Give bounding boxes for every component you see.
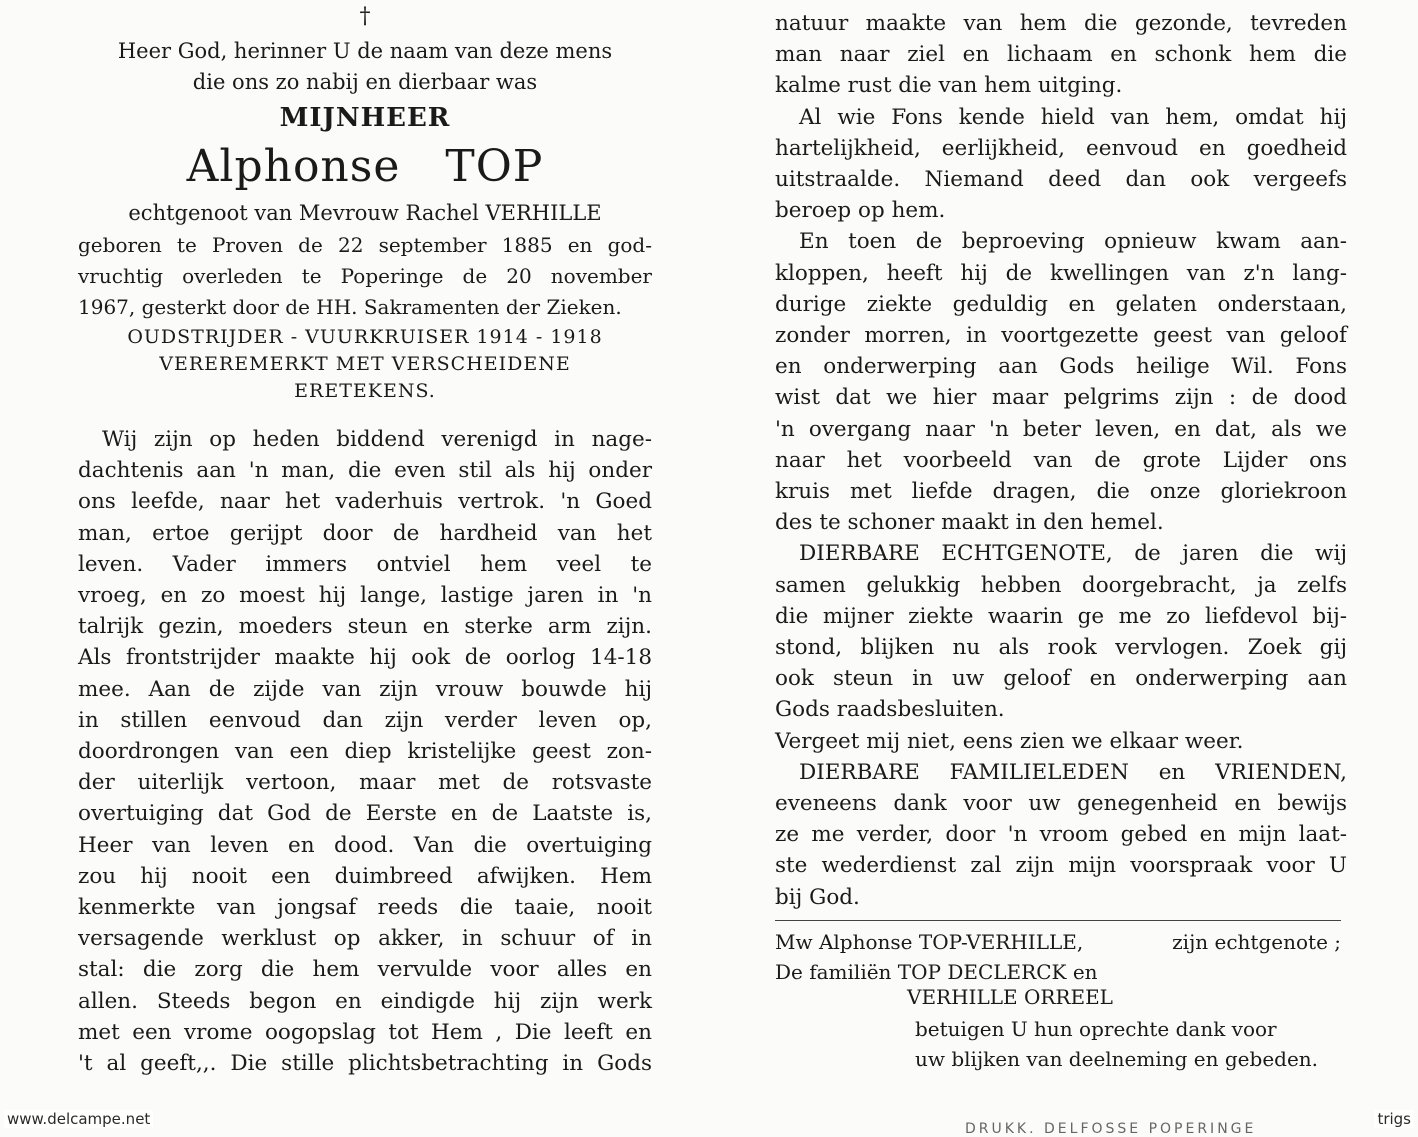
text-line: doordrongen van een diep kristelijke geest zon- bbox=[78, 739, 652, 765]
thanks-line-2: uw blijken van deelneming en gebeden. bbox=[915, 1047, 1319, 1071]
family-role: zijn echtgenote ; bbox=[1172, 930, 1341, 954]
honors-line: OUDSTRIJDER - VUURKRUISER 1914 - 1918 bbox=[127, 326, 603, 348]
bio-block bbox=[78, 230, 652, 323]
cross-icon: † bbox=[359, 4, 371, 29]
invocation-line-2: die ons zo nabij en dierbaar was bbox=[192, 70, 538, 94]
text-line: des te schoner maakt in den hemel. bbox=[775, 510, 1164, 536]
text-line: DIERBARE ECHTGENOTE, de jaren die wij bbox=[799, 541, 1347, 567]
text-line: Heer van leven en dood. Van die overtuiging bbox=[78, 832, 652, 858]
text-line: Gods raadsbesluiten. bbox=[775, 697, 1005, 723]
honorific-title: MIJNHEER bbox=[279, 103, 451, 133]
text-line: versagende werklust op akker, in schuur of in bbox=[78, 926, 652, 952]
printer-imprint: DRUKK. DELFOSSE POPERINGE bbox=[965, 1121, 1257, 1137]
divider bbox=[775, 920, 1341, 921]
text-line: zou hij nooit een duimbreed afwijken. Hem bbox=[78, 863, 652, 889]
bio-line: geboren te Proven de 22 september 1885 en god- bbox=[78, 233, 652, 257]
text-line: allen. Steeds begon en eindigde hij zijn werk bbox=[78, 988, 652, 1014]
text-line: stond, blijken nu als rook vervlogen. Zoek gij bbox=[775, 635, 1347, 661]
text-line: overtuiging dat God de Eerste en de Laatste is, bbox=[78, 801, 652, 827]
family-line-2: De familiën TOP DECLERCK en bbox=[775, 960, 1098, 984]
family-line-1: Mw Alphonse TOP-VERHILLE, bbox=[775, 930, 1084, 954]
text-line: wist dat we hier maar pelgrims zijn : de dood bbox=[775, 385, 1347, 411]
text-line: samen gelukkig hebben doorgebracht, ja zelfs bbox=[775, 572, 1347, 598]
text-line: talrijk gezin, moeders steun en sterke arm zijn. bbox=[78, 614, 652, 640]
text-line: kruis met liefde dragen, die onze gloriekroon bbox=[775, 479, 1347, 505]
text-line: man, ertoe gerijpt door de hardheid van het bbox=[78, 520, 652, 546]
text-line: en onderwerping aan Gods heilige Wil. Fons bbox=[775, 354, 1347, 380]
spouse-line: echtgenoot van Mevrouw Rachel VERHILLE bbox=[128, 201, 602, 225]
text-line: zonder morren, in voortgezette geest van geloof bbox=[775, 323, 1347, 349]
text-line: in stillen eenvoud dan zijn verder leven op, bbox=[78, 707, 652, 733]
text-line: beroep op hem. bbox=[775, 198, 946, 224]
text-line: Al wie Fons kende hield van hem, omdat hij bbox=[799, 104, 1347, 130]
text-line: Vergeet mij niet, eens zien we elkaar weer. bbox=[775, 728, 1244, 754]
text-line: man naar ziel en lichaam en schonk hem die bbox=[775, 42, 1347, 68]
bio-line: 1967, gesterkt door de HH. Sakramenten der Zieken. bbox=[78, 295, 622, 319]
text-line: durige ziekte geduldig en gelaten onderstaan, bbox=[775, 291, 1347, 317]
left-body-text bbox=[78, 424, 652, 1079]
text-line: kenmerkte van jongsaf reeds die taaie, nooit bbox=[78, 895, 652, 921]
text-line: bij God. bbox=[775, 884, 860, 910]
text-line: ook steun in uw geloof en onderwerping aan bbox=[775, 666, 1347, 692]
text-line: stal: die zorg die hem vervulde voor alles en bbox=[78, 957, 652, 983]
text-line: eveneens dank voor uw genegenheid en bewijs bbox=[775, 791, 1347, 817]
text-line: kloppen, heeft hij de kwellingen van z'n lang- bbox=[775, 260, 1347, 286]
deceased-name: Alphonse TOP bbox=[186, 141, 544, 192]
memorial-header bbox=[78, 36, 652, 229]
honors-line: ERETEKENS. bbox=[294, 380, 436, 402]
text-line: Wij zijn op heden biddend verenigd in nage- bbox=[102, 427, 652, 452]
text-line: der uiterlijk vertoon, maar met de rotsvaste bbox=[78, 770, 652, 796]
text-line: dachtenis aan 'n man, die even stil als hij onder bbox=[78, 458, 652, 484]
text-line: ze me verder, door 'n vroom gebed en mijn laat- bbox=[775, 822, 1347, 848]
bio-line: vruchtig overleden te Poperinge de 20 november bbox=[78, 264, 652, 288]
text-line: DIERBARE FAMILIELEDEN en VRIENDEN, bbox=[799, 759, 1347, 785]
text-line: naar het voorbeeld van de grote Lijder ons bbox=[775, 447, 1347, 473]
text-line: vroeg, en zo moest hij lange, lastige jaren in 'n bbox=[78, 583, 652, 609]
text-line: mee. Aan de zijde van zijn vrouw bouwde hij bbox=[78, 676, 652, 702]
watermark-right: trigs bbox=[1374, 1110, 1414, 1128]
text-line: leven. Vader immers ontviel hem veel te bbox=[78, 551, 652, 577]
text-line: Als frontstrijder maakte hij ook de oorlog 14-18 bbox=[78, 645, 652, 671]
text-line: hartelijkheid, eerlijkheid, eenvoud en goedheid bbox=[775, 135, 1347, 161]
text-line: En toen de beproeving opnieuw kwam aan- bbox=[799, 229, 1347, 255]
honors-line: VEREREMERKT MET VERSCHEIDENE bbox=[159, 353, 571, 375]
text-line: ons leefde, naar het vaderhuis vertrok. 'n Goed bbox=[78, 489, 652, 515]
text-line: 't al geeft,,. Die stille plichtsbetrachting in Gods bbox=[78, 1051, 652, 1077]
honors-block bbox=[78, 324, 652, 405]
text-line: uitstraalde. Niemand deed dan ook vergeefs bbox=[775, 167, 1347, 193]
watermark-left: www.delcampe.net bbox=[4, 1110, 153, 1128]
family-line-3: VERHILLE ORREEL bbox=[907, 985, 1113, 1009]
thanks-line-1: betuigen U hun oprechte dank voor bbox=[915, 1017, 1277, 1041]
text-line: 'n overgang naar 'n beter leven, en dat, als we bbox=[775, 416, 1347, 442]
text-line: die mijner ziekte waarin ge me zo liefdevol bij- bbox=[775, 603, 1347, 629]
invocation-line-1: Heer God, herinner U de naam van deze mens bbox=[117, 39, 613, 63]
right-body-text bbox=[775, 8, 1347, 913]
text-line: natuur maakte van hem die gezonde, tevreden bbox=[775, 11, 1347, 36]
text-line: ste wederdienst zal zijn mijn voorspraak voor U bbox=[775, 853, 1347, 879]
text-line: kalme rust die van hem uitging. bbox=[775, 73, 1123, 99]
text-line: met een vrome oogopslag tot Hem , Die leeft en bbox=[78, 1019, 652, 1045]
